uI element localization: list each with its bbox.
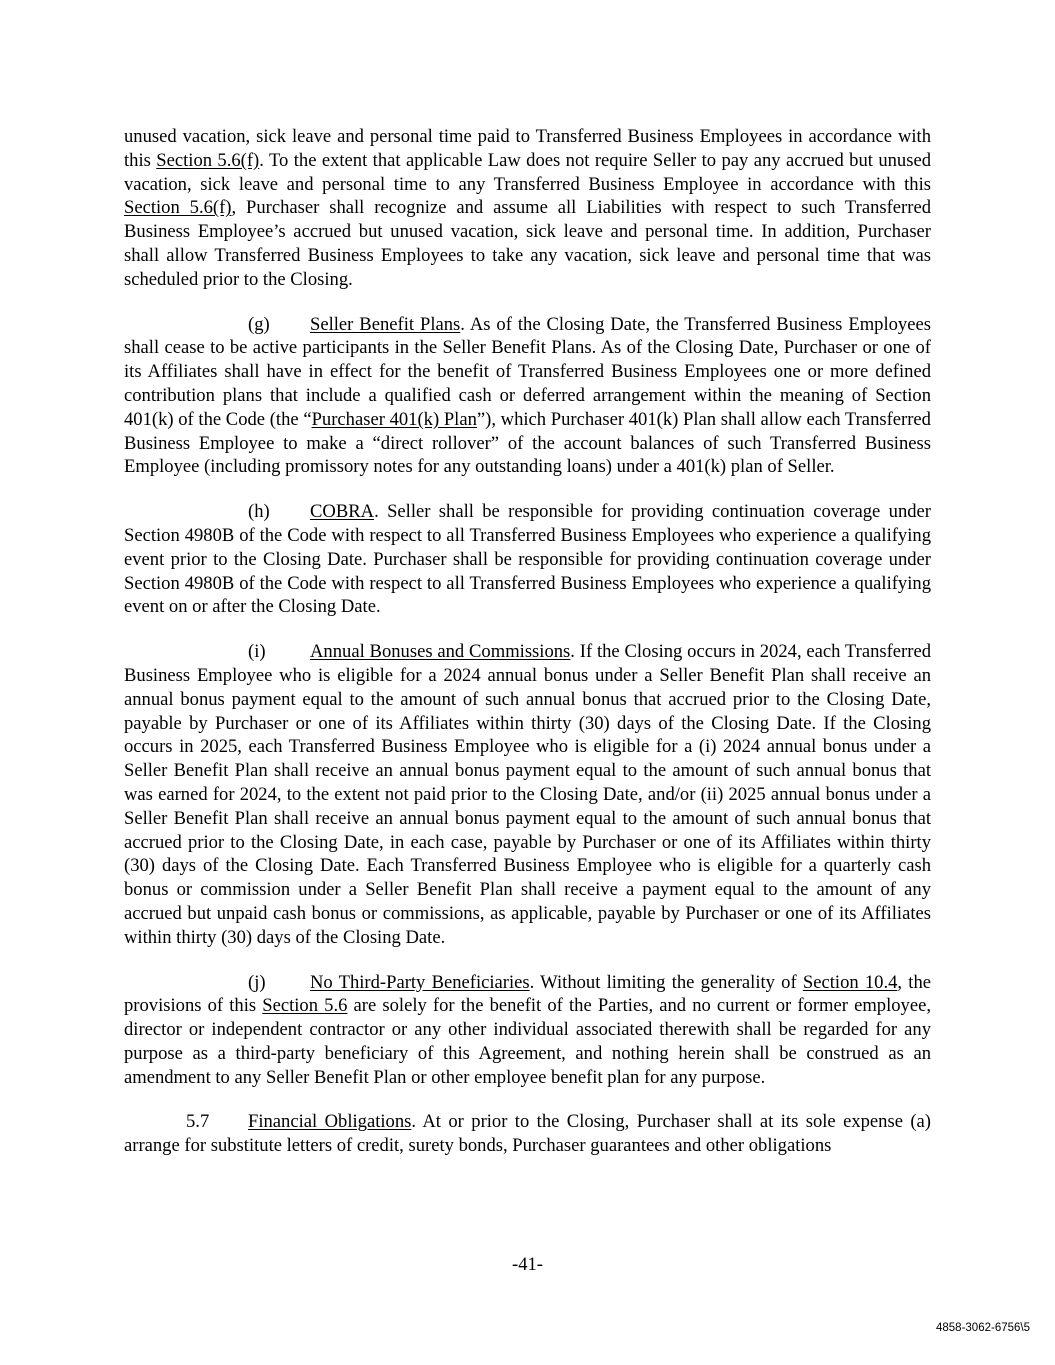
section-reference[interactable]: Section 5.6(f) — [124, 197, 232, 219]
paragraph-third-party-beneficiaries: (j) No Third-Party Beneficiaries. Without limiting the generality of Section 10.4, the provisions of this Section 5.6 are solely for the benefit of the Parties, and no current or former employee, director or independent contractor or any other individual associated therewith shall be regarded for any purpose as a third-party beneficiary of this Agreement, and nothing herein shall be construed as an amendment to any Seller Benefit Plan or other employee benefit plan for any purpose. — [124, 971, 932, 1088]
subsection-heading: COBRA — [310, 501, 375, 523]
subsection-heading: Annual Bonuses and Commissions — [310, 641, 571, 663]
section-number: 5.7 — [186, 1111, 210, 1133]
paragraph-vacation-continuation: unused vacation, sick leave and personal time paid to Transferred Business Employees in accordance with this Section 5.6(f). To the extent that applicable Law does not require Seller to pay any accrued but unused vacation, sick leave and personal time to any Transferred Business Employee in accordance with this Section 5.6(f), Purchaser shall recognize and assume all Liabilities with respect to such Transferred Business Employee’s accrued but unused vacation, sick leave and personal time. In addition, Purchaser shall allow Transferred Business Employees to take any vacation, sick leave and personal time that was scheduled prior to the Closing. — [124, 126, 931, 290]
document-page — [124, 125, 931, 1158]
page-number: -41- — [512, 1254, 543, 1275]
subsection-heading: Seller Benefit Plans — [310, 313, 461, 335]
subsection-label: (i) — [248, 641, 266, 663]
subsection-label: (j) — [248, 971, 266, 993]
section-reference[interactable]: Section 10.4 — [802, 971, 898, 993]
paragraph-seller-benefit-plans: (g) Seller Benefit Plans. As of the Closing Date, the Transferred Business Employees shall cease to be active participants in the Seller Benefit Plans. As of the Closing Date, Purchaser or one of its Affiliates shall have in effect for the benefit of Transferred Business Employees one or more defined contribution plans that include a qualified cash or deferred arrangement within the meaning of Section 401(k) of the Code (the “Purchaser 401(k) Plan”), which Purchaser 401(k) Plan shall allow each Transferred Business Employee to make a “direct rollover” of the account balances of such Transferred Business Employee (including promissory notes for any outstanding loans) under a 401(k) plan of Seller. — [124, 313, 931, 478]
section-reference[interactable]: Section 5.6(f) — [156, 149, 260, 171]
document-id: 4858-3062-6756\5 — [936, 1322, 1030, 1334]
defined-term: Purchaser 401(k) Plan — [311, 408, 477, 430]
section-heading: Financial Obligations — [248, 1111, 412, 1133]
paragraph-annual-bonuses: (i) Annual Bonuses and Commissions. If the Closing occurs in 2024, each Transferred Business Employee who is eligible for a 2024 annual bonus under a Seller Benefit Plan shall receive an annual bonus payment equal to the amount of such annual bonus that accrued prior to the Closing Date, payable by Purchaser or one of its Affiliates within thirty (30) days of the Closing Date. If the Closing occurs in 2025, each Transferred Business Employee who is eligible for a (i) 2024 annual bonus under a Seller Benefit Plan shall receive an annual bonus payment equal to the amount of such annual bonus that was earned for 2024, to the extent not paid prior to the Closing Date, and/or (ii) 2025 annual bonus under a Seller Benefit Plan shall receive an annual bonus payment equal to the amount of such annual bonus that accrued prior to the Closing Date, in each case, payable by Purchaser or one of its Affiliates within thirty (30) days of the Closing Date. Each Transferred Business Employee who is eligible for a quarterly cash bonus or commission under a Seller Benefit Plan shall receive a payment equal to the amount of any accrued but unpaid cash bonus or commissions, as applicable, payable by Purchaser or one of its Affiliates within thirty (30) days of the Closing Date. — [124, 641, 931, 948]
section-reference[interactable]: Section 5.6 — [262, 995, 348, 1017]
subsection-heading: No Third-Party Beneficiaries — [310, 971, 530, 993]
subsection-label: (h) — [248, 501, 270, 523]
paragraph-financial-obligations: 5.7 Financial Obligations. At or prior to the Closing, Purchaser shall at its sole expense (a) arrange for substitute letters of credit, surety bonds, Purchaser guarantees and other obligations — [124, 1111, 931, 1157]
paragraph-cobra: (h) COBRA. Seller shall be responsible for providing continuation coverage under Section 4980B of the Code with respect to all Transferred Business Employees who experience a qualifying event prior to the Closing Date. Purchaser shall be responsible for providing continuation coverage under Section 4980B of the Code with respect to all Transferred Business Employees who experience a qualifying event on or after the Closing Date. — [124, 501, 931, 618]
subsection-label: (g) — [248, 313, 270, 335]
